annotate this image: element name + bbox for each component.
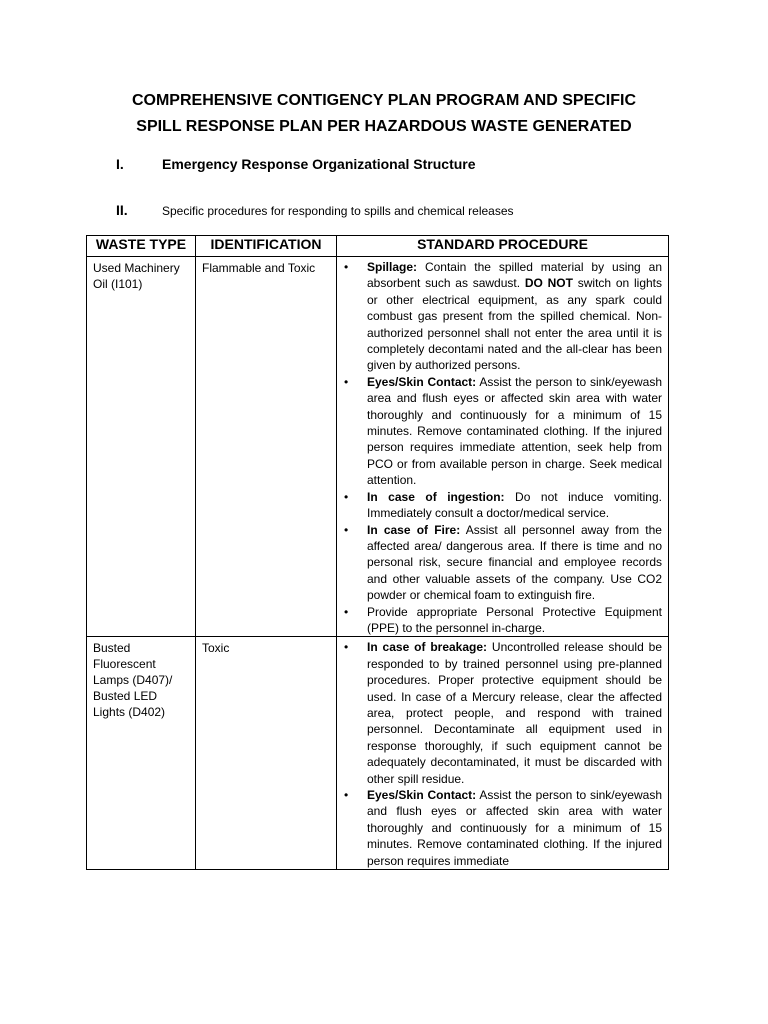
procedure-text: Contain the spilled material by using an absorbent such as sawdust. bbox=[367, 260, 662, 291]
procedure-item bbox=[341, 522, 662, 604]
waste-type-cell: Used Machinery Oil (I101) bbox=[87, 257, 196, 637]
bullet-icon: • bbox=[344, 522, 349, 537]
header-identification: IDENTIFICATION bbox=[196, 236, 337, 257]
procedure-label: In case of ingestion: bbox=[367, 489, 505, 504]
identification-cell: Toxic bbox=[196, 637, 337, 870]
section-1-number: I. bbox=[116, 156, 124, 172]
header-waste-type: WASTE TYPE bbox=[87, 236, 196, 257]
procedure-text: Assist the person to sink/eyewash and flush eyes or affected skin area with water thoroughly and continuously for a minimum of 15 minutes. Remove contaminated clothing. If the injured person requires immediate bbox=[367, 788, 662, 868]
procedure-text: Do not induce vomiting. Immediately consult a doctor/medical service. bbox=[367, 489, 662, 521]
procedure-label: Eyes/Skin Contact: bbox=[367, 788, 477, 802]
procedure-text: Assist the person to sink/eyewash area and flush eyes or affected skin area with water thoroughly and continuously for a minimum of 15 minutes. Remove contaminated clothing. If the injured person requires immediate attention, seek help from PCO or from available person in charge. Seek medical attention. bbox=[367, 374, 662, 488]
procedure-item bbox=[341, 259, 662, 374]
bullet-icon: • bbox=[344, 788, 349, 802]
procedure-text: Provide appropriate Personal Protective Equipment (PPE) to the personnel in-charge. bbox=[367, 604, 662, 635]
header-standard-procedure: STANDARD PROCEDURE bbox=[337, 236, 669, 257]
procedure-text: Assist all personnel away from the affected area/ dangerous area. If there is time and no personal risk, secure financial and employee records and other valuable assets of the company. Use CO2 powder or chemical foam to extinguish fire. bbox=[367, 522, 662, 603]
procedure-cell bbox=[337, 257, 669, 637]
bullet-icon: • bbox=[344, 489, 349, 504]
table-row bbox=[87, 257, 669, 637]
section-1-heading: Emergency Response Organizational Structure bbox=[162, 156, 476, 172]
procedure-text: switch on lights or other electrical equipment, as any spark could combust gas present from the spilled chemical. Non-authorized personnel shall not enter the area until it is completely decontami nated and the all-clear has been given by authorized persons. bbox=[367, 276, 662, 373]
procedure-label: In case of breakage: bbox=[367, 640, 488, 655]
table-header-row bbox=[87, 236, 669, 257]
procedure-label: Eyes/Skin Contact: bbox=[367, 374, 477, 389]
bullet-icon: • bbox=[344, 374, 349, 389]
procedure-text: Uncontrolled release should be responded to by trained personnel using pre-planned procedures. Proper protective equipment should be used. In case of a Mercury release, clear the affected area, protect people, and respond with trained personnel. Decontaminate all equipment used in response thoroughly, if such equipment cannot be adequately decontaminated, it must be discarded with other spill residue. bbox=[367, 640, 662, 786]
procedure-label: In case of Fire: bbox=[367, 522, 461, 537]
procedure-item bbox=[341, 639, 662, 787]
section-2-number: II. bbox=[116, 202, 128, 218]
procedure-item bbox=[341, 489, 662, 522]
procedure-cell bbox=[337, 637, 669, 870]
procedure-item bbox=[341, 374, 662, 489]
bullet-icon: • bbox=[344, 604, 349, 619]
title-line-2: SPILL RESPONSE PLAN PER HAZARDOUS WASTE GENERATED bbox=[136, 118, 632, 135]
spill-procedure-table bbox=[86, 235, 669, 870]
document-title bbox=[86, 88, 682, 140]
procedure-label: Spillage: bbox=[367, 260, 418, 274]
identification-cell: Flammable and Toxic bbox=[196, 257, 337, 637]
title-line-1: COMPREHENSIVE CONTIGENCY PLAN PROGRAM AND SPECIFIC bbox=[131, 92, 637, 109]
procedure-item bbox=[341, 787, 662, 869]
procedure-emphasis: DO NOT bbox=[524, 276, 573, 291]
table-row bbox=[87, 637, 669, 870]
waste-type-cell: Busted Fluorescent Lamps (D407)/ Busted LED Lights (D402) bbox=[87, 637, 196, 870]
procedure-item bbox=[341, 604, 662, 637]
bullet-icon: • bbox=[344, 640, 349, 655]
bullet-icon: • bbox=[344, 260, 349, 274]
section-2-heading: Specific procedures for responding to spills and chemical releases bbox=[162, 204, 514, 218]
